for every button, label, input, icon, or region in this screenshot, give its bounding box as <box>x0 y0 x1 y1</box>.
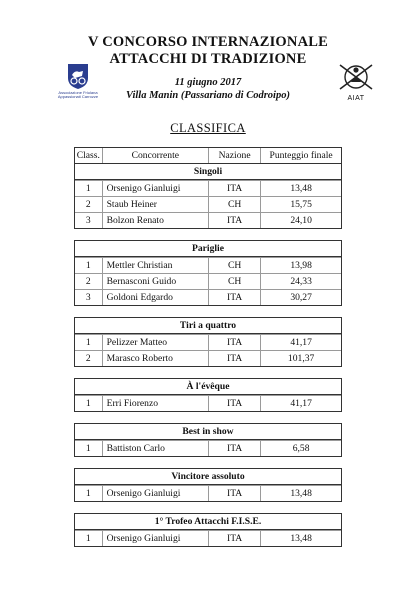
carriage-badge-icon <box>64 62 92 90</box>
aiat-logo-caption: AIAT <box>347 95 365 102</box>
page-heading: CLASSIFICA <box>170 121 246 135</box>
rank-cell: 1 <box>75 531 103 546</box>
nation-cell: CH <box>209 197 261 212</box>
score-cell: 13,98 <box>290 260 312 271</box>
results-section <box>74 147 342 229</box>
section-title: Singoli <box>75 164 341 180</box>
nation-cell: CH <box>209 274 261 289</box>
column-headers <box>75 148 341 164</box>
rank-cell: 1 <box>75 441 103 456</box>
rank-cell: 3 <box>75 213 103 228</box>
rank-cell: 1 <box>75 181 103 196</box>
section-title: Pariglie <box>75 241 341 257</box>
table-row <box>75 212 341 228</box>
event-date: 11 giugno 2017 <box>174 77 242 88</box>
section-title: Best in show <box>75 424 341 440</box>
section-title: Vincitore assoluto <box>75 469 341 485</box>
score-cell: 30,27 <box>290 292 312 303</box>
event-venue: Villa Manin (Passariano di Codroipo) <box>126 90 290 101</box>
nation-cell: ITA <box>209 213 261 228</box>
rank-cell: 1 <box>75 335 103 350</box>
results-section <box>74 378 342 412</box>
competitor-cell: Marasco Roberto <box>103 351 209 366</box>
rank-cell: 2 <box>75 197 103 212</box>
score-cell: 6,58 <box>292 443 310 454</box>
nation-cell: ITA <box>209 290 261 305</box>
competitor-cell: Orsenigo Gianluigi <box>103 181 209 196</box>
table-row <box>75 440 341 456</box>
competitor-cell: Staub Heiner <box>103 197 209 212</box>
col-header-competitor: Concorrente <box>103 148 209 163</box>
rank-cell: 3 <box>75 290 103 305</box>
table-row <box>75 257 341 273</box>
results-tables <box>74 147 342 547</box>
score-cell: 101,37 <box>287 353 315 364</box>
nation-cell: ITA <box>209 335 261 350</box>
section-title: Tiri a quattro <box>75 318 341 334</box>
competitor-cell: Pelizzer Matteo <box>103 335 209 350</box>
table-row <box>75 180 341 196</box>
nation-cell: ITA <box>209 531 261 546</box>
score-cell: 24,33 <box>290 276 312 287</box>
competitor-cell: Orsenigo Gianluigi <box>103 486 209 501</box>
title-line-1: V CONCORSO INTERNAZIONALE <box>88 34 328 50</box>
competitor-cell: Bernasconi Guido <box>103 274 209 289</box>
col-header-nation: Nazione <box>209 148 261 163</box>
nation-cell: CH <box>209 258 261 273</box>
results-section <box>74 240 342 306</box>
table-row <box>75 485 341 501</box>
col-header-rank: Class. <box>75 148 103 163</box>
competitor-cell: Battiston Carlo <box>103 441 209 456</box>
results-section <box>74 468 342 502</box>
rank-cell: 1 <box>75 486 103 501</box>
association-logo-caption: Associazione Friulana Appassionati Carrozze <box>57 90 99 100</box>
table-row <box>75 530 341 546</box>
results-section <box>74 317 342 367</box>
rank-cell: 2 <box>75 351 103 366</box>
section-title: À l'évêque <box>75 379 341 395</box>
score-cell: 13,48 <box>290 488 312 499</box>
table-row <box>75 289 341 305</box>
table-row <box>75 350 341 366</box>
nation-cell: ITA <box>209 441 261 456</box>
aiat-logo <box>334 62 378 108</box>
section-title: 1° Trofeo Attacchi F.I.S.E. <box>75 514 341 530</box>
score-cell: 41,17 <box>290 337 312 348</box>
title-line-2: ATTACCHI DI TRADIZIONE <box>109 51 307 67</box>
competitor-cell: Orsenigo Gianluigi <box>103 531 209 546</box>
table-row <box>75 395 341 411</box>
association-logo <box>52 62 104 106</box>
table-row <box>75 334 341 350</box>
nation-cell: ITA <box>209 181 261 196</box>
nation-cell: ITA <box>209 396 261 411</box>
score-cell: 13,48 <box>290 183 312 194</box>
carriage-driver-icon <box>334 62 378 96</box>
competitor-cell: Mettler Christian <box>103 258 209 273</box>
rank-cell: 2 <box>75 274 103 289</box>
nation-cell: ITA <box>209 351 261 366</box>
rank-cell: 1 <box>75 396 103 411</box>
table-row <box>75 273 341 289</box>
competitor-cell: Goldoni Edgardo <box>103 290 209 305</box>
score-cell: 41,17 <box>290 398 312 409</box>
rank-cell: 1 <box>75 258 103 273</box>
table-row <box>75 196 341 212</box>
score-cell: 13,48 <box>290 533 312 544</box>
competitor-cell: Bolzon Renato <box>103 213 209 228</box>
competitor-cell: Erri Fiorenzo <box>103 396 209 411</box>
col-header-score: Punteggio finale <box>269 150 333 161</box>
score-cell: 15,75 <box>290 199 312 210</box>
results-section <box>74 423 342 457</box>
results-section <box>74 513 342 547</box>
score-cell: 24,10 <box>290 215 312 226</box>
nation-cell: ITA <box>209 486 261 501</box>
